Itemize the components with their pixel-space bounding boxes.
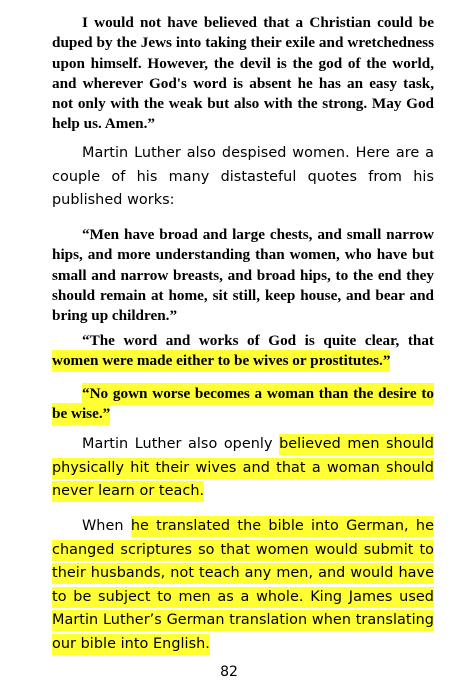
- paragraph-hit-wives-plain: Martin Luther also openly: [82, 436, 280, 452]
- quote-broad-chests: [52, 225, 434, 326]
- paragraph-hit-wives: [52, 433, 434, 504]
- quote-amen: [52, 13, 434, 135]
- quote-gown-highlight: “No gown worse becomes a woman than the desire to be wise.”: [52, 383, 434, 425]
- quote-word-and-works-plain: “The word and works of God is quite clear, that: [82, 332, 434, 349]
- paragraph-women-intro: [52, 142, 434, 213]
- page-number: 82: [220, 664, 238, 680]
- quote-broad-chests-text: “Men have broad and large chests, and small narrow hips, and more understanding than women, who have but small and narrow breasts, and broad hips, to the end they should remain at home, sit still, keep house, and bear and bring up children.”: [52, 226, 434, 325]
- quote-word-and-works-highlight: women were made either to be wives or prostitutes.”: [52, 350, 390, 372]
- paragraph-women-intro-text: Martin Luther also despised women. Here are a couple of his many distasteful quotes from his published works:: [52, 145, 434, 208]
- paragraph-hit-wives-highlight: believed men should physically hit their wives and that a woman should never learn or teach.: [52, 434, 434, 502]
- quote-gown: [52, 384, 434, 425]
- paragraph-bible-translation-plain: When: [82, 518, 131, 534]
- quote-amen-text: I would not have believed that a Christian could be duped by the Jews into taking their exile and wretchedness upon himself. However, the devil is the god of the world, and wherever God's word is absent he has an easy task, not only with the weak but also with the strong. May God help us. Amen.”: [52, 14, 434, 133]
- paragraph-bible-translation-highlight: he translated the bible into German, he changed scriptures so that women would submit to their husbands, not teach any men, and would have to be subject to men as a whole. King James used Martin Luther’s German translation when translating our bible into English.: [52, 516, 434, 655]
- paragraph-bible-translation: [52, 515, 434, 656]
- quote-word-and-works: [52, 331, 434, 372]
